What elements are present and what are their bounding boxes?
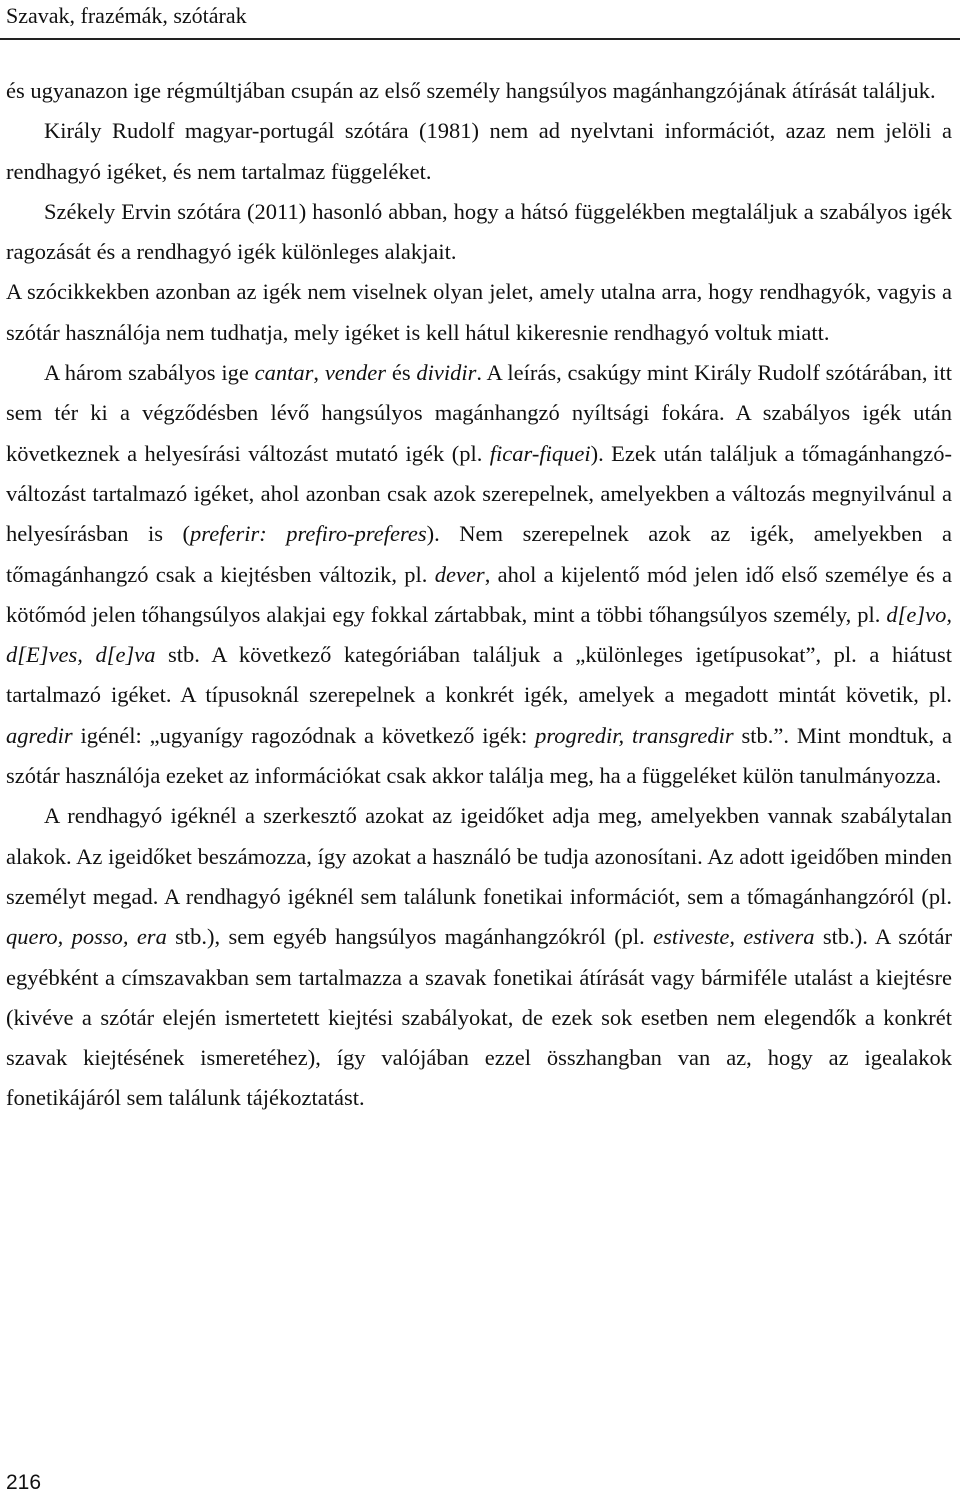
- example-word: dividir: [416, 360, 477, 386]
- text-run: , ahol a kijelentő mód jelen idő első személye és a kötőmód jelen tőhangsúlyos alakjai egy fokkal zártabbak, mint a többi tőhangsúlyos személy, pl.: [6, 561, 952, 627]
- text-run: stb.”. Mint mondtuk, a szótár használója ezeket az információkat csak akkor találja meg, ha a függeléket külön tanulmányozza.: [6, 722, 953, 789]
- text-run: ). Ezek után találjuk a tőmagánhangzó-változást tartalmazó igéket, ahol azonban csak azok szerepelnek, amelyekben a változás megnyilvánul a helyesírásban is (: [6, 440, 953, 547]
- text-run: A rendhagyó igéknél a szerkesztő azokat az igeidőket adja meg, amelyekben vannak szabálytalan alakok. Az igeidőket beszámozza, így azokat a használó be tudja azonosítani. Az adott igeidőben minden személyt megad. A rendhagyó igéknél sem találunk fonetikai információt, sem a tőmagánhangzóról (pl.: [6, 803, 952, 909]
- text-run: stb.), sem egyéb hangsúlyos magánhangzókról (pl.: [166, 924, 654, 950]
- page-number: 216: [6, 1471, 42, 1494]
- example-word: progredir, transgredir: [535, 722, 734, 748]
- header-rule: [0, 38, 960, 40]
- text-run: stb.). A szótár egyébként a címszavakban sem tartalmazza a szavak fonetikai átírását vagy bármiféle utalást a kiejtésre (kivéve a szótár elején ismertetett kiejtési szabályokat, de ezek sok esetben nem elegendők a konkrét szavak kiejtésének ismeretéhez), így valójában ezzel összhangban van az, hogy az igealakok fonetikájáról sem találunk tájékoztatást.: [6, 924, 952, 1111]
- page-body: [6, 71, 952, 1119]
- example-word: estiveste, estivera: [653, 924, 815, 950]
- paragraph-3: Székely Ervin szótára (2011) hasonló abban, hogy a hátsó függelékben megtaláljuk a szabályos igék ragozását és a rendhagyó igék különleges alakjait.: [6, 198, 952, 265]
- text-run: stb. A következő kategóriában találjuk a „különleges igetípusokat”, pl. a hiátust tartalmazó igéket. A típusoknál szerepelnek a konkrét igék, amelyek a megadott mintát követik, pl.: [6, 642, 952, 708]
- paragraph-5: [6, 353, 952, 796]
- text-run: A három szabályos ige: [44, 360, 255, 386]
- text-run: és: [386, 360, 417, 386]
- example-word: vender: [324, 360, 387, 386]
- text-run: . A leírás, csakúgy mint Király Rudolf szótárában, itt sem tér ki a végződésben lévő hangsúlyos magánhangzó nyíltsági fokára. A szabályos igék után következnek a helyesírási változást mutató igék (pl.: [6, 360, 953, 466]
- example-word: dever: [434, 561, 485, 587]
- text-run: igénél: „ugyanígy ragozódnak a következő igék:: [72, 722, 536, 748]
- example-word: d[e]vo, d[E]ves, d[e]va: [6, 601, 952, 668]
- example-word: ficar-fiquei: [489, 440, 591, 466]
- text-run: ,: [313, 360, 325, 386]
- paragraph-6: [6, 796, 952, 1118]
- paragraph-1: és ugyanazon ige régmúltjában csupán az első személy hangsúlyos magánhangzójának átírását találjuk.: [6, 78, 936, 103]
- example-word: cantar: [254, 360, 314, 386]
- paragraph-2: Király Rudolf magyar-portugál szótára (1981) nem ad nyelvtani információt, azaz nem jelöli a rendhagyó igéket, és nem tartalmaz függeléket.: [6, 118, 952, 184]
- paragraph-4: A szócikkekben azonban az igék nem viselnek olyan jelet, amely utalna arra, hogy rendhagyók, vagyis a szótár használója nem tudhatja, mely igéket is kell hátul kikeresnie rendhagyó voltuk miatt.: [6, 279, 952, 345]
- text-run: ). Nem szerepelnek azok az igék, amelyekben a tőmagánhangzó csak a kiejtésben változik, pl.: [6, 521, 952, 587]
- running-header: Szavak, frazémák, szótárak: [6, 3, 247, 28]
- example-word: quero, posso, era: [6, 924, 167, 950]
- example-word: agredir: [6, 722, 73, 748]
- example-word: preferir: prefiro-preferes: [190, 521, 427, 547]
